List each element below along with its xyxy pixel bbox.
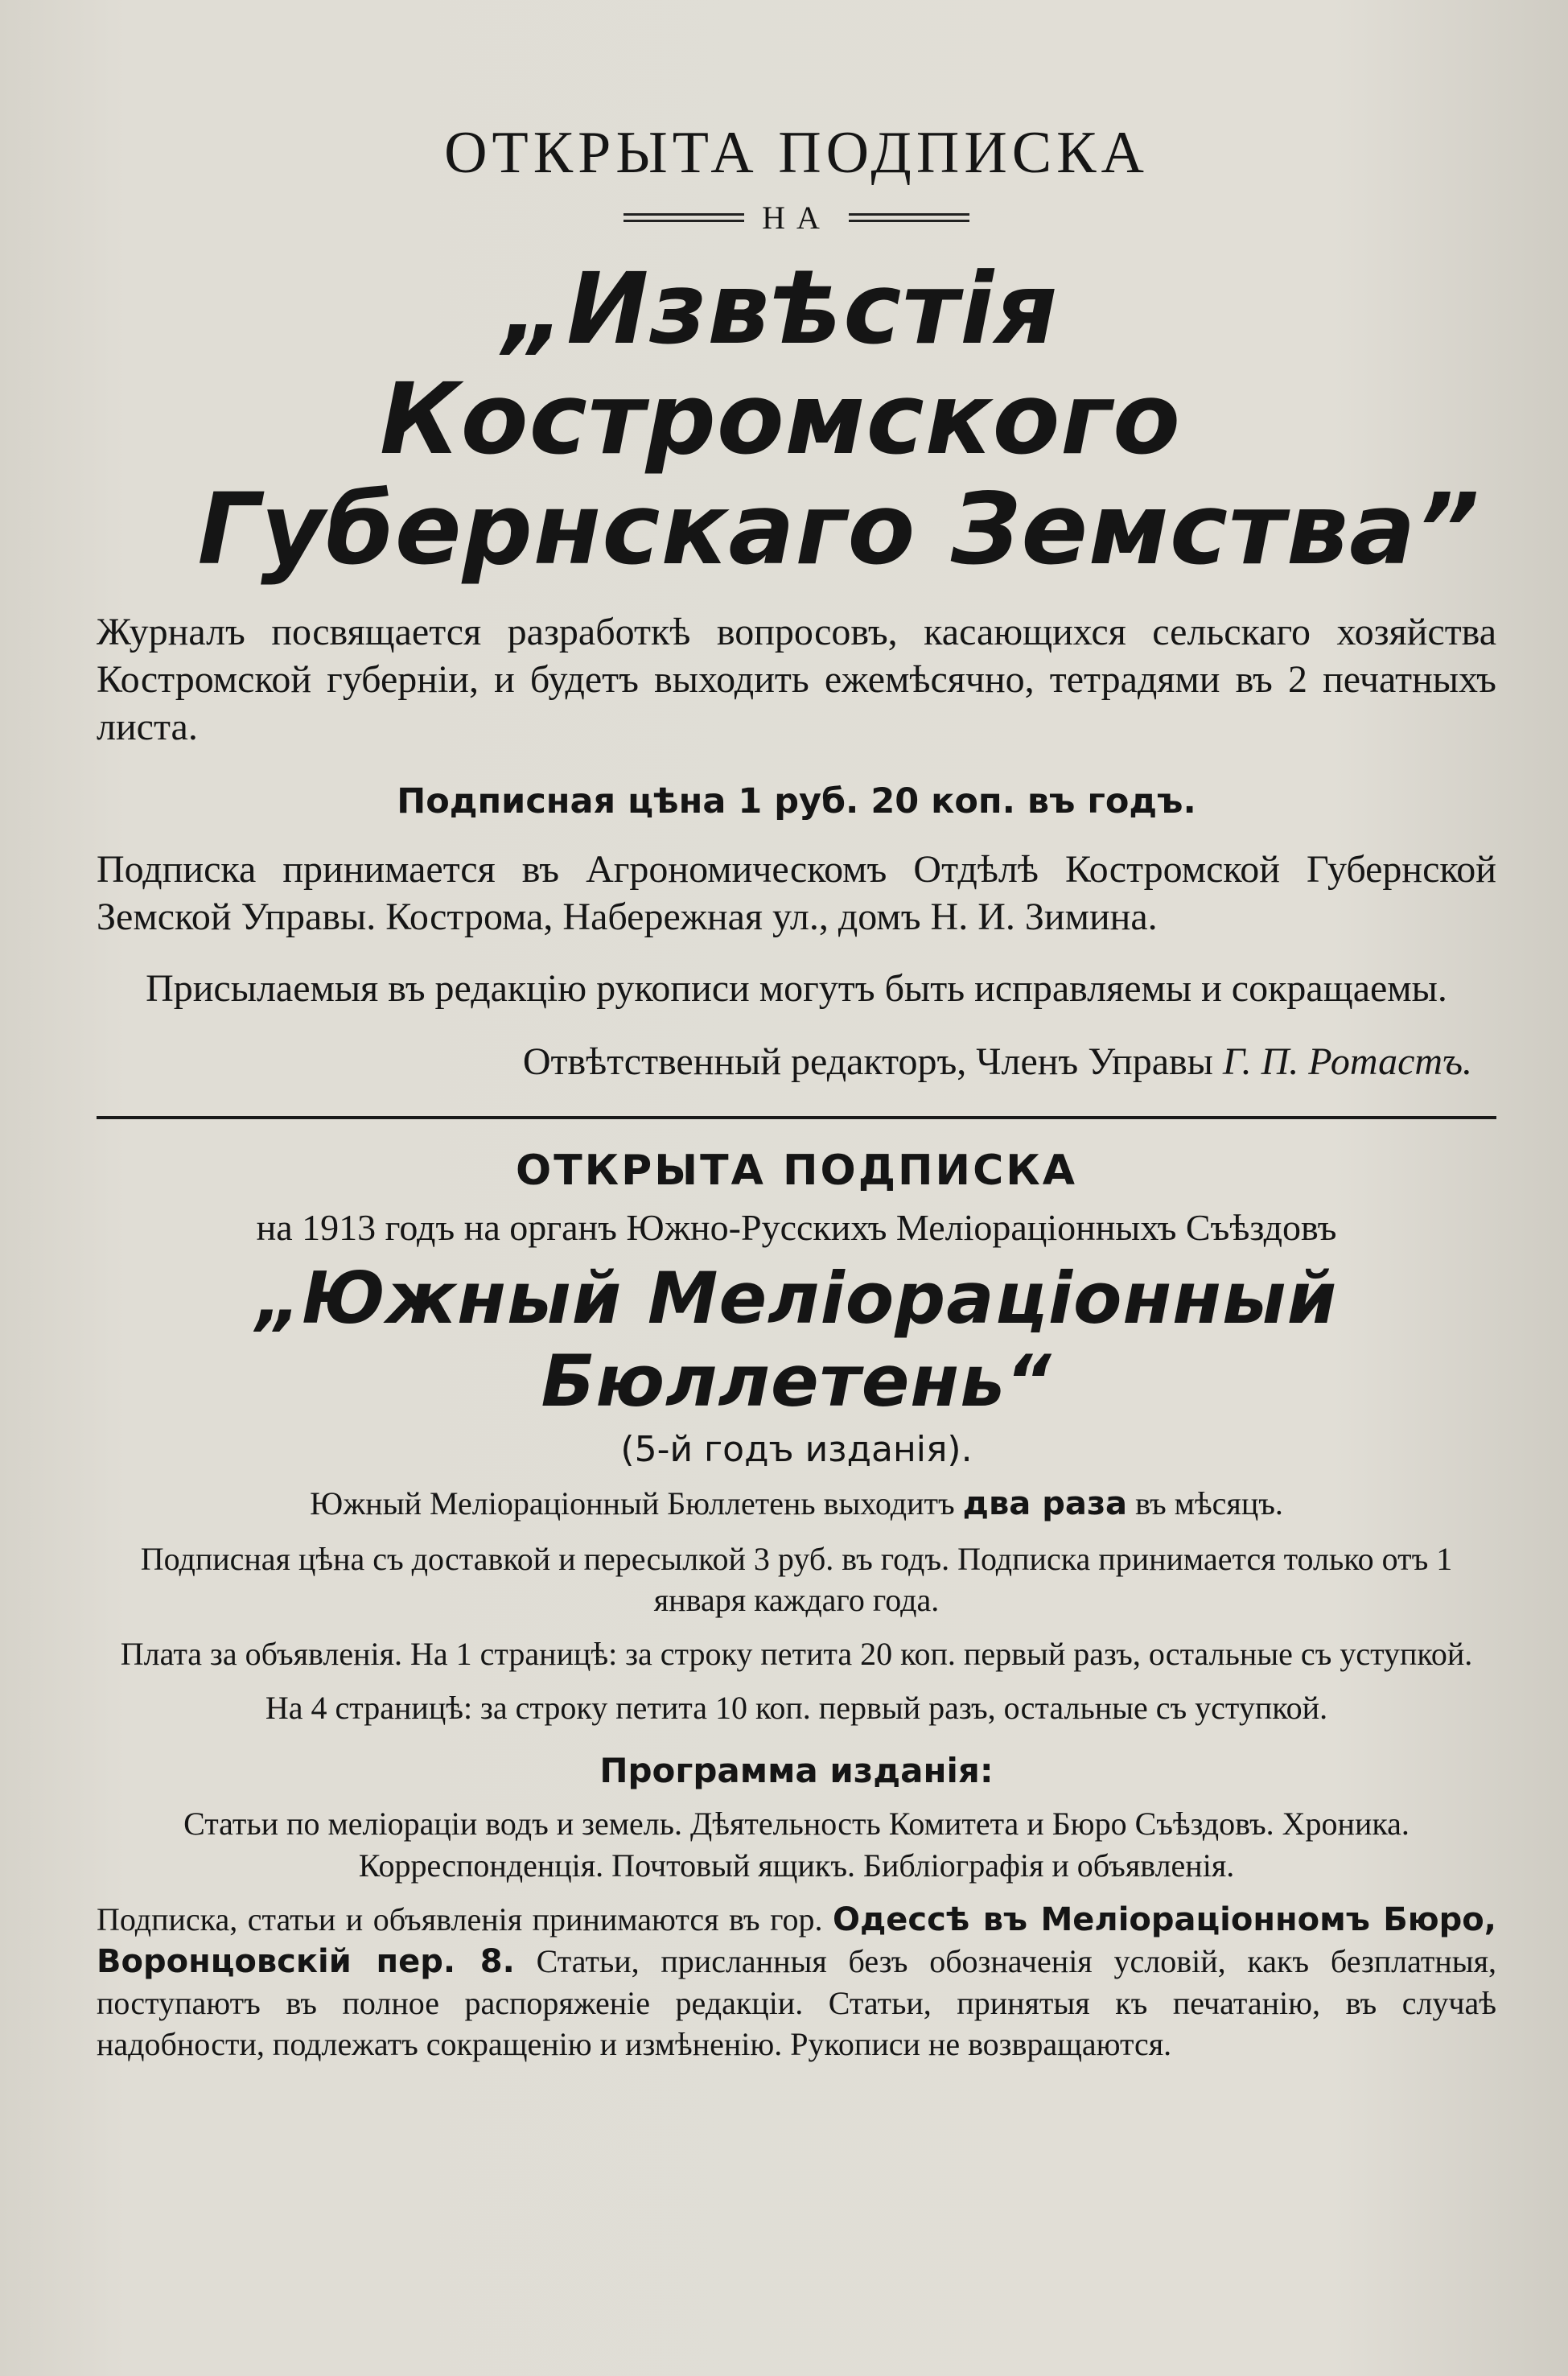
final-paragraph bbox=[97, 1899, 1496, 2065]
left-rule bbox=[623, 213, 744, 222]
journal-title bbox=[97, 252, 1496, 587]
na-label: НА bbox=[762, 200, 831, 237]
ads-page1: Плата за объявленія. На 1 страницѣ: за строку петита 20 коп. первый разъ, остальные съ уступкой. bbox=[120, 1636, 1473, 1673]
subscription-address: Подписка принимается въ Агрономическомъ Отдѣлѣ Костромской Губернской Земской Управы. Кострома, Набережная ул., домъ Н. И. Зимина. bbox=[97, 848, 1496, 939]
frequency-text-c: въ мѣсяцъ. bbox=[1135, 1485, 1283, 1522]
final-text-c: Статьи, присланныя безъ обозначенія условій, какъ безплатныя, поступаютъ въ полное распоряженіе редакціи. Статьи, принятыя къ печатанію, въ случаѣ надобности, подлежатъ сокращенію и измѣненію. Рукописи не возвращаются. bbox=[97, 1942, 1497, 2063]
frequency-text-a: Южный Мелiораціонный Бюллетень выходитъ bbox=[310, 1485, 955, 1522]
journal-description: Журналъ посвящается разработкѣ вопросовъ, касающихся сельскаго хозяйства Костромской губерніи, и будетъ выходить ежемѣсячно, тетрадями въ 2 печатныхъ листа. bbox=[97, 611, 1496, 749]
right-rule bbox=[849, 213, 969, 222]
na-divider bbox=[97, 199, 1496, 237]
final-text-a: Подписка, статьи и объявленія принимаются въ гор. bbox=[97, 1900, 823, 1937]
frequency-line bbox=[97, 1483, 1496, 1525]
bulletin-title: „Южный Мелiораціонный Бюллетень“ bbox=[255, 1257, 1338, 1423]
program-title: Программа изданія: bbox=[599, 1751, 994, 1791]
editor-label: Отвѣтственный редакторъ, Членъ Управы bbox=[522, 1040, 1213, 1084]
ads-page4: На 4 страницѣ: за строку петита 10 коп. первый разъ, остальные съ уступкой. bbox=[265, 1690, 1328, 1727]
section-divider bbox=[97, 1116, 1496, 1119]
frequency-emphasis: два раза bbox=[962, 1485, 1128, 1523]
journal-price: Подписная цѣна 1 руб. 20 коп. въ годъ. bbox=[397, 781, 1196, 822]
editor-line bbox=[97, 1040, 1496, 1084]
final-address: Одессѣ въ Мелiораціонномъ Бюро, Воронцовскiй пер. 8. bbox=[97, 1900, 1496, 1980]
section2-title: ОТКРЫТА ПОДПИСКА bbox=[516, 1147, 1077, 1196]
bulletin-price: Подписная цѣна съ доставкой и пересылкой 3 руб. въ годъ. Подписка принимается только отъ 1 января каждаго года. bbox=[140, 1540, 1453, 1618]
section1-title: ОТКРЫТА ПОДПИСКА bbox=[444, 120, 1149, 186]
section2-subtitle: на 1913 годъ на органъ Южно-Русскихъ Мелioраціонныхъ Съѣздовъ bbox=[256, 1207, 1337, 1249]
editor-name: Г. П. Ротастъ. bbox=[1222, 1040, 1472, 1084]
manuscripts-note: Присылаемыя въ редакцію рукописи могутъ быть исправляемы и сокращаемы. bbox=[146, 967, 1447, 1011]
edition-note: (5-й годъ изданія). bbox=[620, 1429, 973, 1471]
content bbox=[97, 121, 1496, 2065]
journal-title-line2: Губернскаго Земства” bbox=[197, 471, 1480, 587]
journal-title-line1: „Извѣстія Костромского bbox=[380, 252, 1181, 477]
program-text: Статьи по мелioраціи водъ и земель. Дѣятельность Комитета и Бюро Съѣздовъ. Хроника. Корреспонденція. Почтовый ящикъ. Библіографія и объявленія. bbox=[183, 1806, 1410, 1884]
